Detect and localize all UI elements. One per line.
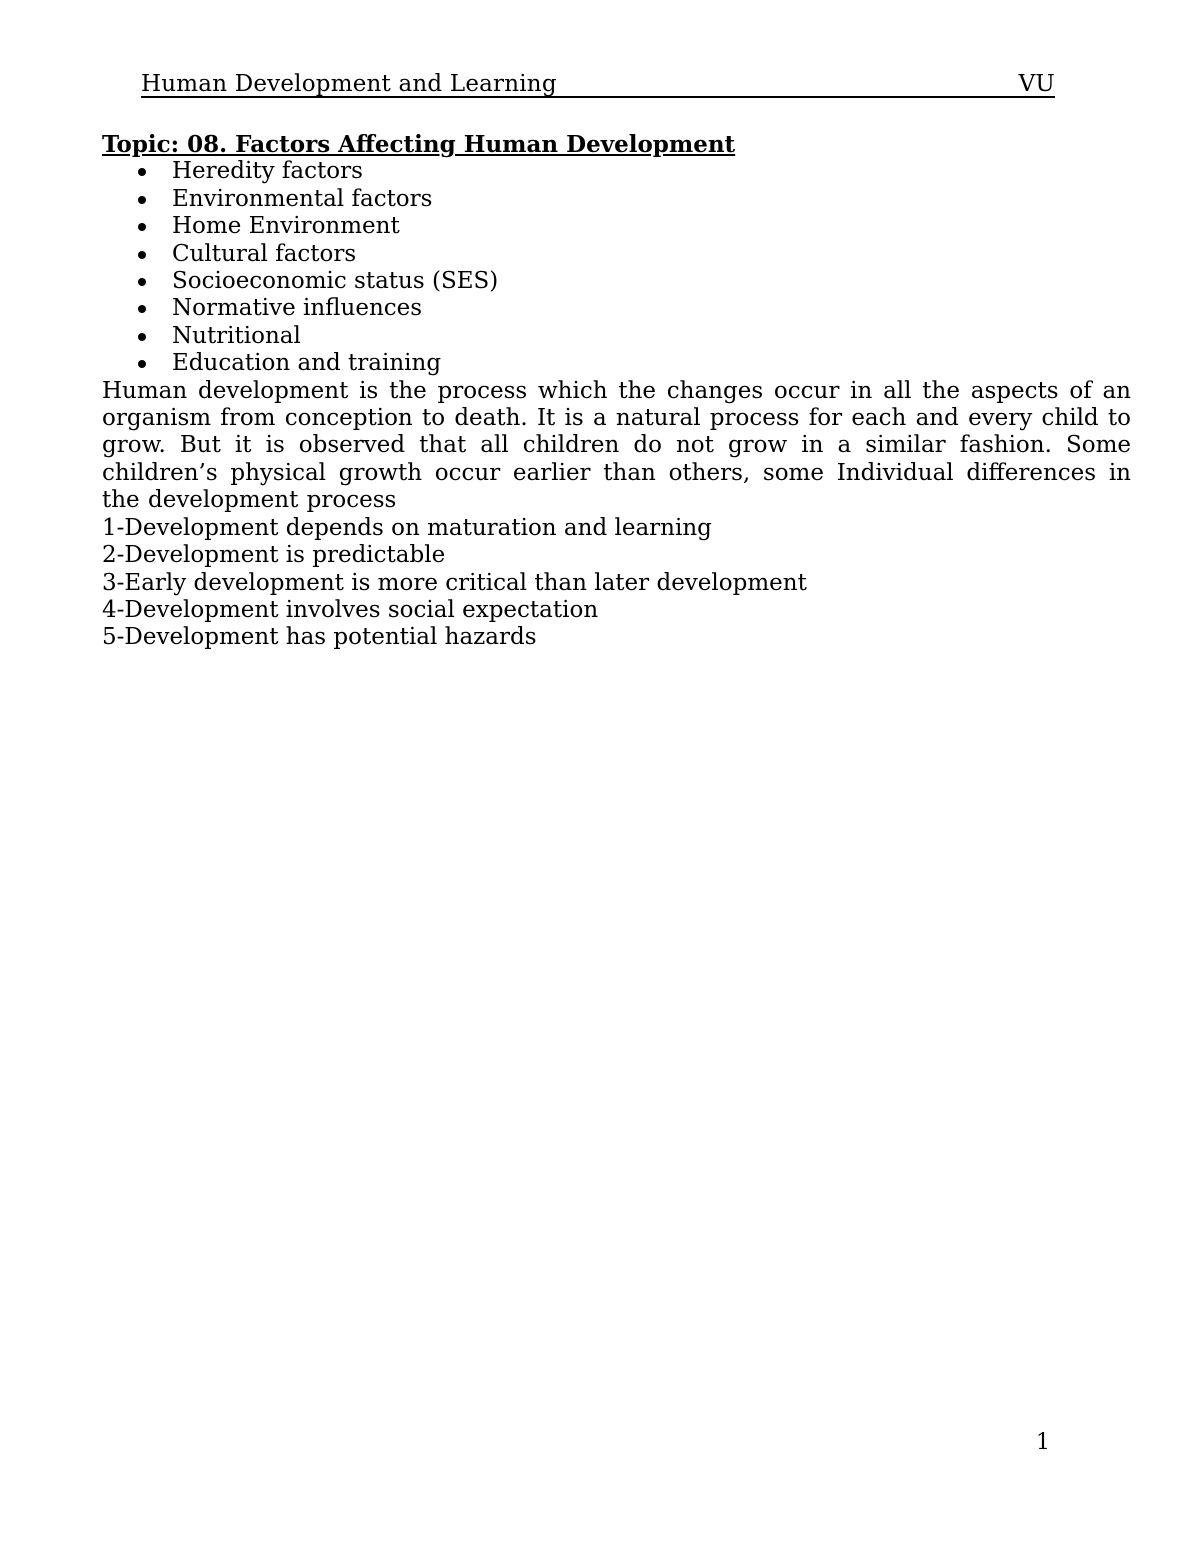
- bullet-icon: [138, 168, 146, 176]
- list-item: [102, 323, 1131, 350]
- list-item: [102, 186, 1131, 213]
- list-item-text: Cultural factors: [172, 240, 357, 267]
- bullet-icon: [138, 223, 146, 231]
- principle-line: 2-Development is predictable: [102, 542, 446, 569]
- document-body: [102, 131, 1131, 652]
- page-number: 1: [1036, 1430, 1050, 1455]
- bullet-icon: [138, 278, 146, 286]
- list-item: [102, 158, 1131, 185]
- list-item: [102, 295, 1131, 322]
- bullet-icon: [138, 251, 146, 259]
- principle-line: 5-Development has potential hazards: [102, 624, 537, 651]
- bullet-icon: [138, 333, 146, 341]
- bullet-icon: [138, 196, 146, 204]
- list-item: [102, 241, 1131, 268]
- header-title: Human Development and Learning: [141, 71, 557, 97]
- list-item: [102, 268, 1131, 295]
- list-item-text: Nutritional: [172, 322, 301, 349]
- principle-line: 3-Early development is more critical than later development: [102, 569, 807, 596]
- list-item-text: Environmental factors: [172, 185, 433, 212]
- list-item-text: Education and training: [172, 350, 442, 377]
- list-item-text: Normative influences: [172, 295, 423, 322]
- topic-heading: Topic: 08. Factors Affecting Human Development: [102, 131, 736, 158]
- list-item-text: Home Environment: [172, 213, 400, 240]
- principle-line: 1-Development depends on maturation and learning: [102, 514, 712, 541]
- list-item: [102, 213, 1131, 240]
- body-paragraph: Human development is the process which the changes occur in all the aspects of an organism from conception to death. It is a natural process for each and every child to grow. But it is observed that all children do not grow in a similar fashion. Some children’s physical growth occur earlier than others, some Individual differences in the development process: [102, 377, 1131, 514]
- list-item-text: Heredity factors: [172, 158, 363, 185]
- bullet-icon: [138, 360, 146, 368]
- bullet-icon: [138, 305, 146, 313]
- running-header: [141, 68, 1055, 98]
- list-item: [102, 350, 1131, 377]
- header-institution-label: VU: [1018, 71, 1055, 97]
- list-item-text: Socioeconomic status (SES): [172, 268, 499, 295]
- principle-line: 4-Development involves social expectation: [102, 596, 599, 623]
- factors-list: [102, 158, 1131, 377]
